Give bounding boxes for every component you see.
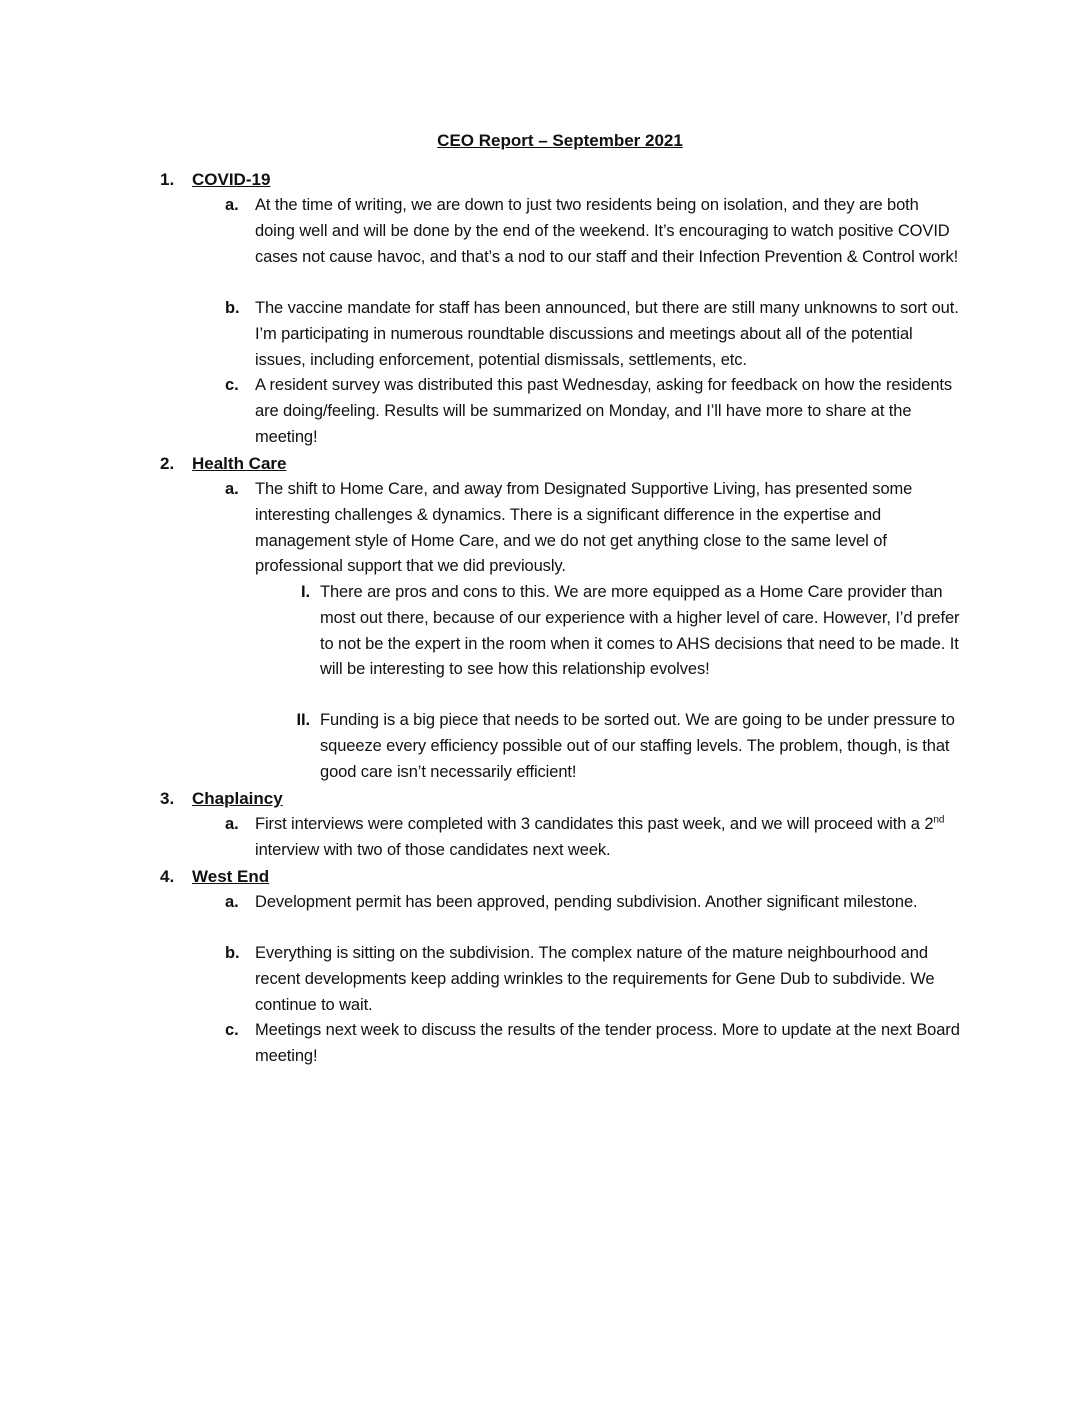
list-item bbox=[225, 373, 960, 450]
item-text bbox=[255, 812, 960, 864]
list-item bbox=[225, 296, 960, 373]
section-number: 2. bbox=[160, 454, 175, 473]
item-text-part: First interviews were completed with 3 candidates this past week, and we will proceed with a 2 bbox=[255, 815, 934, 833]
sub-list-item bbox=[280, 708, 960, 785]
item-letter: b. bbox=[225, 299, 240, 317]
list-item bbox=[225, 812, 960, 864]
subitem-numeral: II. bbox=[296, 711, 310, 729]
item-text: A resident survey was distributed this past Wednesday, asking for feedback on how the residents are doing/feeling. Results will be summarized on Monday, and I’ll have more to share at the meeting! bbox=[255, 376, 953, 446]
section-heading: COVID-19 bbox=[192, 170, 271, 189]
section-number: 4. bbox=[160, 867, 175, 886]
section-heading: Health Care bbox=[192, 454, 287, 473]
section-covid bbox=[160, 167, 270, 193]
section-health-care bbox=[160, 451, 286, 477]
item-letter: a. bbox=[225, 815, 239, 833]
item-text: Everything is sitting on the subdivision. The complex nature of the mature neighbourhood and recent developments keep adding wrinkles to the requirements for Gene Dub to subdivide. We continue to wait. bbox=[255, 944, 935, 1014]
item-text-part: interview with two of those candidates next week. bbox=[255, 840, 611, 859]
list-item bbox=[225, 941, 960, 1018]
item-letter: b. bbox=[225, 944, 240, 962]
section-number: 3. bbox=[160, 789, 175, 808]
item-letter: a. bbox=[225, 196, 239, 214]
sub-list-item bbox=[280, 580, 960, 683]
section-number: 1. bbox=[160, 170, 175, 189]
item-letter: c. bbox=[225, 1021, 239, 1039]
list-item bbox=[225, 1018, 960, 1070]
subitem-text: There are pros and cons to this. We are more equipped as a Home Care provider than most out there, because of our experience with a higher level of care. However, I’d prefer to not be the expert in the room when it comes to AHS decisions that need to be made. It will be interesting to see how this relationship evolves! bbox=[320, 583, 960, 679]
item-text: The vaccine mandate for staff has been announced, but there are still many unknowns to sort out. I’m participating in numerous roundtable discussions and meetings about all of the potential issues, including enforcement, potential dismissals, settlements, etc. bbox=[255, 299, 959, 369]
item-letter: a. bbox=[225, 893, 239, 911]
report-title: CEO Report – September 2021 bbox=[437, 131, 683, 150]
section-heading: Chaplaincy bbox=[192, 789, 283, 808]
subitem-text: Funding is a big piece that needs to be sorted out. We are going to be under pressure to squeeze every efficiency possible out of our staffing levels. The problem, though, is that good care isn’t necessarily efficient! bbox=[320, 711, 955, 781]
section-heading: West End bbox=[192, 867, 270, 886]
section-chaplaincy bbox=[160, 786, 283, 812]
list-item bbox=[225, 890, 960, 916]
section-west-end bbox=[160, 864, 269, 890]
item-text: Meetings next week to discuss the results of the tender process. More to update at the next Board meeting! bbox=[255, 1021, 960, 1065]
list-item bbox=[225, 193, 960, 270]
item-text: The shift to Home Care, and away from Designated Supportive Living, has presented some interesting challenges & dynamics. There is a significant difference in the expertise and management style of Home Care, and we do not get anything close to the same level of professional support that we did previously. bbox=[255, 480, 913, 576]
subitem-numeral: I. bbox=[301, 583, 310, 601]
ordinal-suffix: nd bbox=[933, 814, 945, 826]
item-letter: a. bbox=[225, 480, 239, 498]
list-item bbox=[225, 477, 960, 580]
item-letter: c. bbox=[225, 376, 239, 394]
item-text: Development permit has been approved, pending subdivision. Another significant milestone. bbox=[255, 893, 918, 911]
item-text: At the time of writing, we are down to just two residents being on isolation, and they are both doing well and will be done by the end of the weekend. It’s encouraging to watch positive COVID cases not cause havoc, and that’s a nod to our staff and their Infection Prevention & Control work! bbox=[255, 196, 959, 266]
